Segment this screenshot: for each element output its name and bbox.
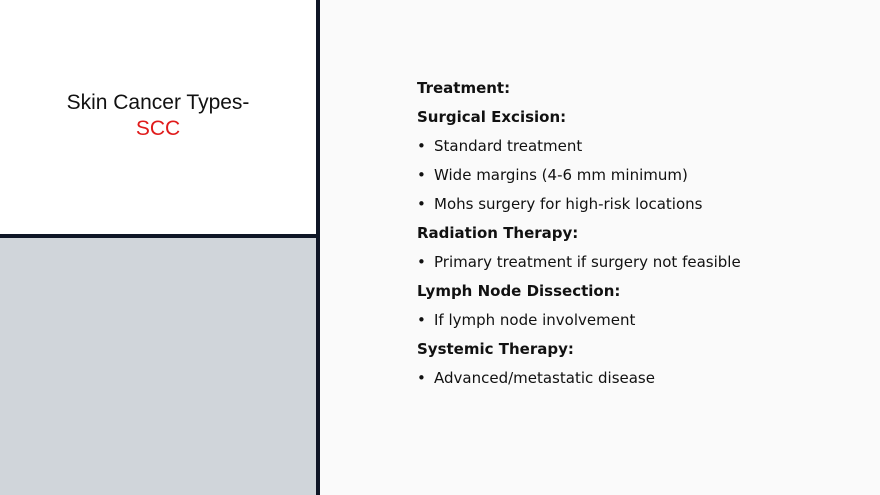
list-item (417, 308, 857, 337)
treatment-content (417, 76, 857, 395)
slide-title-line1: Skin Cancer Types- (66, 91, 250, 114)
bullet-icon: • (417, 195, 426, 213)
slide-title (20, 90, 296, 142)
vertical-divider (316, 0, 320, 495)
list-item-text: Standard treatment (434, 137, 583, 155)
bullet-icon: • (417, 137, 426, 155)
bullet-icon: • (417, 166, 426, 184)
section-heading-surgical-excision: Surgical Excision: (417, 108, 567, 126)
list-item-text: If lymph node involvement (434, 311, 636, 329)
section-heading-radiation-therapy: Radiation Therapy: (417, 224, 579, 242)
list-item (417, 366, 857, 395)
list-item (417, 163, 857, 192)
list-item (417, 134, 857, 163)
horizontal-divider (0, 234, 320, 238)
list-item-text: Advanced/metastatic disease (434, 369, 655, 387)
list-item (417, 192, 857, 221)
list-item-text: Wide margins (4-6 mm minimum) (434, 166, 688, 184)
slide-title-line2: SCC (135, 117, 181, 140)
treatment-heading: Treatment: (417, 79, 511, 97)
section-heading-lymph-node-dissection: Lymph Node Dissection: (417, 282, 621, 300)
gray-panel (0, 238, 316, 495)
list-item (417, 250, 857, 279)
bullet-icon: • (417, 311, 426, 329)
list-item-text: Mohs surgery for high-risk locations (434, 195, 703, 213)
section-heading-systemic-therapy: Systemic Therapy: (417, 340, 574, 358)
bullet-icon: • (417, 369, 426, 387)
list-item-text: Primary treatment if surgery not feasible (434, 253, 741, 271)
bullet-icon: • (417, 253, 426, 271)
